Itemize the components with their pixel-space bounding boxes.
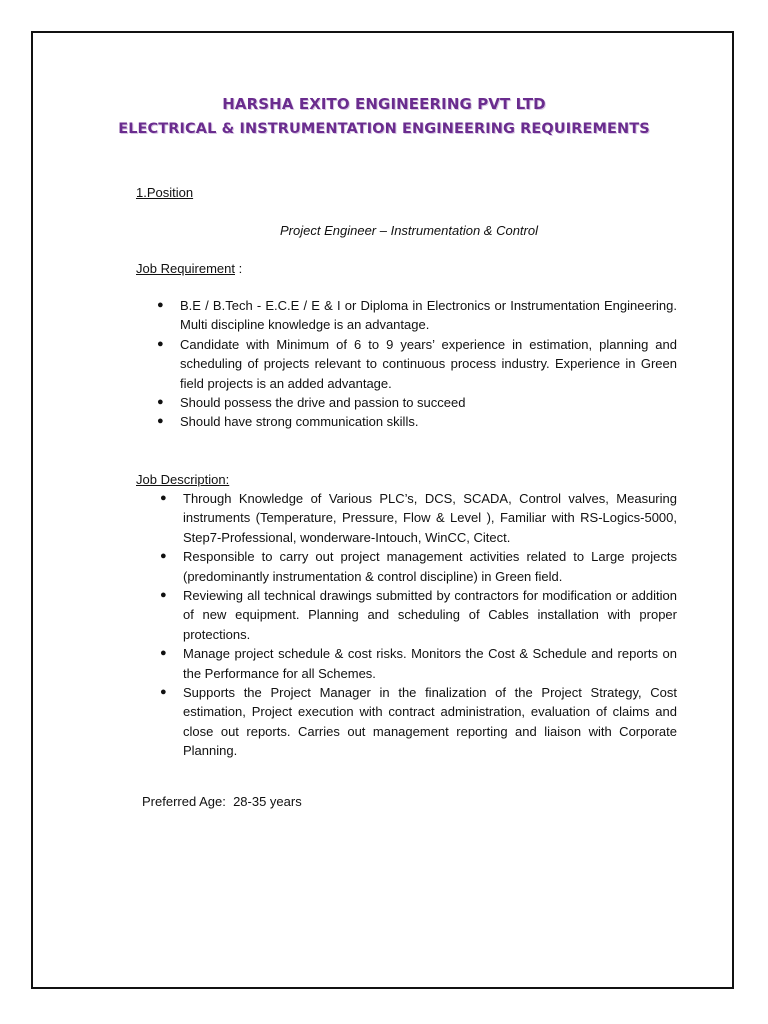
job-requirement-heading [136,259,242,278]
list-item-text: Should possess the drive and passion to succeed [180,395,466,411]
position-title: Project Engineer – Instrumentation & Control [280,223,538,238]
list-item [160,586,677,644]
list-item-text: Should have strong communication skills. [180,414,419,430]
bullet-icon: ● [160,492,167,504]
list-item-text: Manage project schedule & cost risks. Monitors the Cost & Schedule and reports on the Performance for all Schemes. [183,646,677,681]
list-item-text: Through Knowledge of Various PLC’s, DCS, SCADA, Control valves, Measuring instruments (Temperature, Pressure, Flow & Level ), Familiar with RS-Logics-5000, Step7-Professional, wonderware-Intouch, WinCC, Citect. [183,491,677,545]
list-item [157,296,677,335]
job-requirement-list [157,296,677,432]
company-name: HARSHA EXITO ENGINEERING PVT LTD [222,95,546,113]
list-item-text: Responsible to carry out project management activities related to Large projects (predominantly instrumentation & control discipline) in Green field. [183,549,677,584]
document-subtitle: ELECTRICAL & INSTRUMENTATION ENGINEERING REQUIREMENTS [118,121,650,137]
list-item [157,412,677,431]
list-item [160,644,677,683]
list-item-text: Candidate with Minimum of 6 to 9 years’ experience in estimation, planning and scheduling of projects relevant to continuous process industry. Experience in Green field projects is an added advantage. [180,336,677,391]
list-item-text: Supports the Project Manager in the finalization of the Project Strategy, Cost estimation, Project execution with contract administration, evaluation of claims and close out reports. Carries out management reporting and liaison with Corporate Planning. [183,685,677,759]
bullet-icon: ● [160,589,167,602]
preferred-age [142,792,302,811]
preferred-age-label: Preferred Age: [142,794,226,809]
bullet-icon: ● [157,337,164,350]
list-item-text: Reviewing all technical drawings submitted by contractors for modification or addition of new equipment. Planning and scheduling of Cables installation with proper protections. [183,588,677,642]
list-item-text: B.E / B.Tech - E.C.E / E & I or Diploma in Electronics or Instrumentation Engineering. Multi discipline knowledge is an advantage. [180,298,677,333]
job-requirement-heading-text: Job Requirement [136,261,235,276]
job-description-heading: Job Description: [136,472,230,487]
list-item [160,683,677,761]
bullet-icon: ● [160,550,167,563]
list-item [157,335,677,393]
bullet-icon: ● [160,686,167,699]
bullet-icon: ● [157,299,164,311]
position-label: 1.Position [136,185,194,200]
job-description-list [160,489,677,761]
preferred-age-value: 28-35 years [233,794,302,809]
bullet-icon: ● [157,396,164,409]
bullet-icon: ● [157,415,164,428]
list-item [160,489,677,547]
bullet-icon: ● [160,647,167,660]
list-item [157,393,677,412]
job-requirement-heading-suffix: : [235,261,243,276]
list-item [160,547,677,586]
